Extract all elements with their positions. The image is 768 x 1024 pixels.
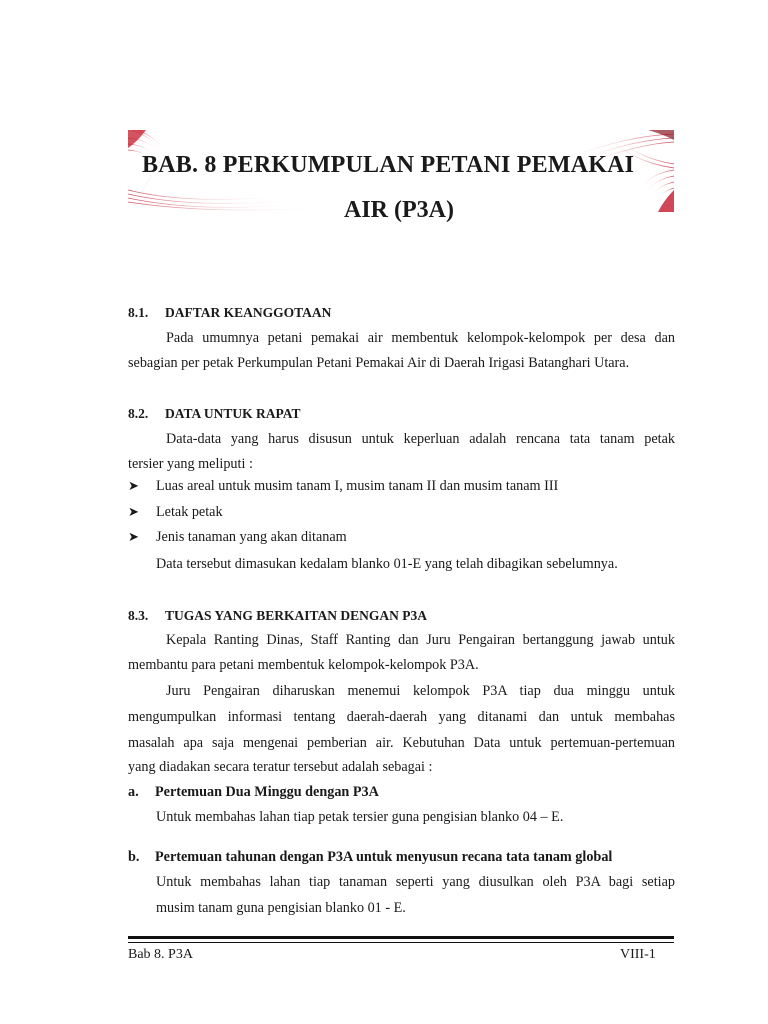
section-heading-8-2: [128, 401, 301, 427]
chapter-title: BAB. 8 PERKUMPULAN PETANI PEMAKAI: [142, 152, 635, 178]
arrow-bullet-icon: ➤: [128, 504, 139, 519]
section-title: DAFTAR KEANGGOTAAN: [165, 305, 332, 320]
paragraph-line: sebagian per petak Perkumpulan Petani Pemakai Air di Daerah Irigasi Batanghari Utara.: [128, 355, 630, 371]
list-item: [128, 478, 558, 495]
paragraph-line: yang diadakan secara teratur tersebut adalah sebagai :: [128, 759, 433, 775]
list-item-text: Jenis tanaman yang akan ditanam: [156, 529, 347, 545]
subsection-title: Pertemuan tahunan dengan P3A untuk menyusun recana tata tanam global: [155, 849, 613, 865]
paragraph-line: Data-data yang harus disusun untuk keperluan adalah rencana tata tanam petak: [166, 431, 675, 447]
paragraph-line: Juru Pengairan diharuskan menemui kelompok P3A tiap dua minggu untuk: [166, 683, 675, 699]
paragraph-line: Kepala Ranting Dinas, Staff Ranting dan Juru Pengairan bertanggung jawab untuk: [166, 632, 675, 648]
section-title: TUGAS YANG BERKAITAN DENGAN P3A: [165, 608, 428, 623]
arrow-bullet-icon: ➤: [128, 529, 139, 544]
section-heading-8-1: [128, 300, 331, 326]
list-item: [128, 504, 223, 521]
paragraph-line: masalah apa saja mengenai pemberian air. Kebutuhan Data untuk pertemuan-pertemuan: [128, 735, 675, 751]
footer-rule: [128, 936, 674, 939]
list-item-text: Letak petak: [156, 504, 223, 520]
paragraph-line: tersier yang meliputi :: [128, 456, 253, 472]
section-number: 8.3.: [128, 608, 149, 623]
arrow-bullet-icon: ➤: [128, 478, 139, 493]
chapter-title-continued: AIR (P3A): [344, 197, 454, 223]
subsection-title: Pertemuan Dua Minggu dengan P3A: [155, 784, 379, 800]
paragraph-line: Pada umumnya petani pemakai air membentuk kelompok-kelompok per desa dan: [166, 330, 675, 346]
footer-chapter-label: Bab 8. P3A: [128, 947, 193, 962]
subsection-label: a.: [128, 784, 139, 800]
paragraph-line: Untuk membahas lahan tiap tanaman seperti yang diusulkan oleh P3A bagi setiap: [156, 874, 675, 890]
page-number: VIII-1: [620, 947, 656, 962]
list-item-text: Luas areal untuk musim tanam I, musim tanam II dan musim tanam III: [156, 478, 559, 494]
paragraph-line: musim tanam guna pengisian blanko 01 - E.: [156, 900, 406, 916]
section-heading-8-3: [128, 603, 427, 629]
subsection-label: b.: [128, 849, 140, 865]
section-title: DATA UNTUK RAPAT: [165, 406, 301, 421]
footer-rule-thin: [128, 942, 674, 943]
paragraph-line: Data tersebut dimasukan kedalam blanko 01-E yang telah dibagikan sebelumnya.: [156, 556, 618, 572]
paragraph-line: mengumpulkan informasi tentang daerah-daerah yang ditanami dan untuk membahas: [128, 709, 675, 725]
section-number: 8.2.: [128, 406, 149, 421]
paragraph-line: membantu para petani membentuk kelompok-kelompok P3A.: [128, 657, 479, 673]
subsection-heading-a: [128, 780, 379, 806]
paragraph-line: Untuk membahas lahan tiap petak tersier guna pengisian blanko 04 – E.: [156, 809, 564, 825]
subsection-heading-b: [128, 845, 612, 871]
section-number: 8.1.: [128, 305, 149, 320]
list-item: [128, 529, 347, 546]
